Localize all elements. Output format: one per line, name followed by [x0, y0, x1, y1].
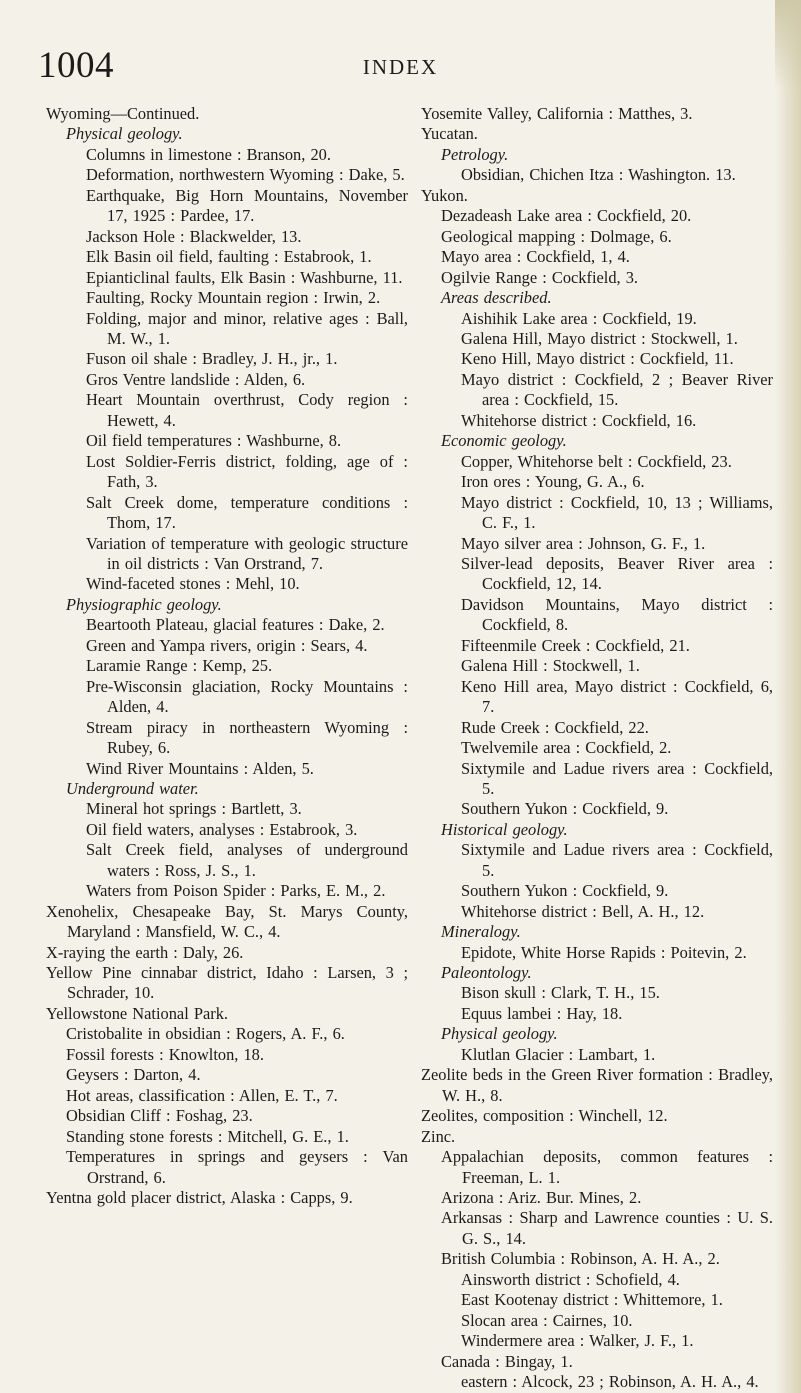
index-entry: Fossil forests : Knowlton, 18.	[66, 1044, 264, 1064]
index-entry: Fifteenmile Creek : Cockfield, 21.	[461, 635, 690, 655]
index-subheading: Areas described.	[441, 288, 552, 308]
index-entry: Arkansas : Sharp and Lawrence counties : U. S. G. S., 14.	[441, 1208, 773, 1248]
index-entry: Iron ores : Young, G. A., 6.	[461, 472, 645, 492]
index-column-left	[46, 104, 408, 1208]
index-entry: Salt Creek dome, temperature conditions : Thom, 17.	[86, 492, 408, 533]
index-entry: Ainsworth district : Schofield, 4.	[461, 1269, 680, 1289]
index-entry: Wyoming—Continued.	[46, 104, 200, 123]
index-entry: Hot areas, classification : Allen, E. T., 7.	[66, 1085, 338, 1105]
index-entry: Keno Hill, Mayo district : Cockfield, 11.	[461, 349, 734, 369]
index-entry: X-raying the earth : Daly, 26.	[46, 942, 244, 962]
index-entry: Mayo silver area : Johnson, G. F., 1.	[461, 533, 706, 553]
index-entry: Jackson Hole : Blackwelder, 13.	[86, 226, 302, 246]
index-entry: Oil field temperatures : Washburne, 8.	[86, 431, 342, 451]
index-entry: Slocan area : Cairnes, 10.	[461, 1310, 633, 1330]
index-entry: Deformation, northwestern Wyoming : Dake, 5.	[86, 165, 405, 185]
index-entry: Zeolite beds in the Green River formation : Bradley, W. H., 8.	[421, 1065, 773, 1105]
index-entry: Geysers : Darton, 4.	[66, 1065, 201, 1085]
index-subheading: Paleontology.	[441, 963, 532, 983]
index-subheading: Physical geology.	[66, 124, 183, 144]
index-entry: Mayo area : Cockfield, 1, 4.	[441, 247, 630, 267]
index-entry: Southern Yukon : Cockfield, 9.	[461, 881, 669, 901]
index-entry: Columns in limestone : Branson, 20.	[86, 144, 331, 164]
index-subheading: Physical geology.	[441, 1024, 558, 1044]
index-entry: Sixtymile and Ladue rivers area : Cockfield, 5.	[461, 758, 773, 798]
index-entry: Silver-lead deposits, Beaver River area : Cockfield, 12, 14.	[461, 553, 773, 594]
index-entry: Klutlan Glacier : Lambart, 1.	[461, 1044, 656, 1064]
index-entry: Whitehorse district : Bell, A. H., 12.	[461, 901, 705, 921]
index-entry: Davidson Mountains, Mayo district : Cockfield, 8.	[461, 594, 773, 635]
index-entry: Arizona : Ariz. Bur. Mines, 2.	[441, 1188, 642, 1208]
index-entry: Keno Hill area, Mayo district : Cockfield, 6, 7.	[461, 676, 773, 717]
index-entry: Xenohelix, Chesapeake Bay, St. Marys County, Maryland : Mansfield, W. C., 4.	[46, 901, 408, 942]
index-entry: Laramie Range : Kemp, 25.	[86, 656, 273, 676]
index-entry: Whitehorse district : Cockfield, 16.	[461, 410, 697, 430]
index-entry: Heart Mountain overthrust, Cody region : Hewett, 4.	[86, 390, 408, 430]
index-entry: Aishihik Lake area : Cockfield, 19.	[461, 308, 697, 328]
running-head: INDEX	[362, 55, 439, 79]
index-entry: Folding, major and minor, relative ages : Ball, M. W., 1.	[86, 308, 408, 348]
index-subheading: Underground water.	[66, 778, 199, 798]
index-entry: Oil field waters, analyses : Estabrook, 3.	[86, 819, 358, 839]
index-entry: Twelvemile area : Cockfield, 2.	[461, 738, 672, 758]
index-entry: Zeolites, composition : Winchell, 12.	[421, 1106, 668, 1126]
index-entry: eastern : Alcock, 23 ; Robinson, A. H. A., 4.	[461, 1372, 759, 1392]
index-entry: Gros Ventre landslide : Alden, 6.	[86, 369, 306, 389]
index-entry: Rude Creek : Cockfield, 22.	[461, 717, 649, 737]
index-entry: Elk Basin oil field, faulting : Estabrook, 1.	[86, 247, 372, 267]
index-entry: Epidote, White Horse Rapids : Poitevin, 2.	[461, 942, 747, 962]
index-entry: Obsidian Cliff : Foshag, 23.	[66, 1106, 253, 1126]
index-entry: Variation of temperature with geologic structure in oil districts : Van Orstrand, 7.	[86, 533, 408, 573]
index-entry: Epianticlinal faults, Elk Basin : Washburne, 11.	[86, 267, 403, 287]
index-subheading: Physiographic geology.	[66, 594, 222, 614]
index-entry: Earthquake, Big Horn Mountains, November 17, 1925 : Pardee, 17.	[86, 185, 408, 226]
index-entry: Yucatan.	[421, 124, 478, 144]
index-entry: Canada : Bingay, 1.	[441, 1351, 573, 1371]
page-edge-shadow	[775, 0, 801, 1393]
index-entry: Zinc.	[421, 1126, 456, 1146]
index-entry: Fuson oil shale : Bradley, J. H., jr., 1.	[86, 349, 338, 369]
index-column-right	[421, 104, 773, 1393]
index-entry: Geological mapping : Dolmage, 6.	[441, 226, 672, 246]
index-entry: Ogilvie Range : Cockfield, 3.	[441, 267, 639, 287]
index-entry: Pre-Wisconsin glaciation, Rocky Mountains : Alden, 4.	[86, 676, 408, 717]
index-entry: Mayo district : Cockfield, 2 ; Beaver River area : Cockfield, 15.	[461, 369, 773, 410]
index-entry: Windermere area : Walker, J. F., 1.	[461, 1331, 694, 1351]
index-entry: Dezadeash Lake area : Cockfield, 20.	[441, 206, 692, 226]
index-entry: Lost Soldier-Ferris district, folding, age of : Fath, 3.	[86, 451, 408, 492]
page-number: 1004	[38, 45, 114, 86]
index-entry: Yukon.	[421, 185, 468, 205]
index-entry: Galena Hill, Mayo district : Stockwell, 1.	[461, 328, 738, 348]
index-subheading: Mineralogy.	[441, 922, 521, 942]
index-entry: Beartooth Plateau, glacial features : Dake, 2.	[86, 615, 385, 635]
index-entry: Southern Yukon : Cockfield, 9.	[461, 799, 669, 819]
index-entry: Cristobalite in obsidian : Rogers, A. F., 6.	[66, 1024, 345, 1044]
index-entry: Waters from Poison Spider : Parks, E. M., 2.	[86, 881, 386, 901]
index-subheading: Historical geology.	[441, 819, 568, 839]
index-entry: Yellowstone National Park.	[46, 1003, 228, 1023]
index-entry: Standing stone forests : Mitchell, G. E., 1.	[66, 1126, 349, 1146]
index-entry: Green and Yampa rivers, origin : Sears, 4.	[86, 635, 368, 655]
index-entry: Temperatures in springs and geysers : Van Orstrand, 6.	[66, 1147, 408, 1187]
index-entry: Stream piracy in northeastern Wyoming : Rubey, 6.	[86, 717, 408, 758]
index-entry: Faulting, Rocky Mountain region : Irwin, 2.	[86, 288, 381, 308]
index-entry: Salt Creek field, analyses of underground waters : Ross, J. S., 1.	[86, 840, 408, 880]
index-entry: Mayo district : Cockfield, 10, 13 ; Williams, C. F., 1.	[461, 492, 773, 533]
index-entry: Yentna gold placer district, Alaska : Capps, 9.	[46, 1188, 353, 1208]
index-entry: Mineral hot springs : Bartlett, 3.	[86, 799, 302, 819]
index-entry: Sixtymile and Ladue rivers area : Cockfield, 5.	[461, 840, 773, 880]
index-entry: Yellow Pine cinnabar district, Idaho : Larsen, 3 ; Schrader, 10.	[46, 963, 408, 1003]
index-entry: Obsidian, Chichen Itza : Washington. 13.	[461, 165, 736, 185]
index-subheading: Economic geology.	[441, 431, 567, 451]
page-header	[0, 44, 801, 94]
index-entry: Copper, Whitehorse belt : Cockfield, 23.	[461, 451, 732, 471]
index-entry: East Kootenay district : Whittemore, 1.	[461, 1290, 723, 1310]
index-entry: Yosemite Valley, California : Matthes, 3.	[421, 104, 693, 123]
index-entry: Wind River Mountains : Alden, 5.	[86, 758, 314, 778]
index-entry: Galena Hill : Stockwell, 1.	[461, 656, 640, 676]
index-entry: Wind-faceted stones : Mehl, 10.	[86, 574, 300, 594]
index-entry: Bison skull : Clark, T. H., 15.	[461, 983, 660, 1003]
index-entry: Equus lambei : Hay, 18.	[461, 1003, 623, 1023]
index-entry: Appalachian deposits, common features : Freeman, L. 1.	[441, 1147, 773, 1187]
index-entry: British Columbia : Robinson, A. H. A., 2.	[441, 1249, 720, 1269]
index-subheading: Petrology.	[441, 144, 509, 164]
